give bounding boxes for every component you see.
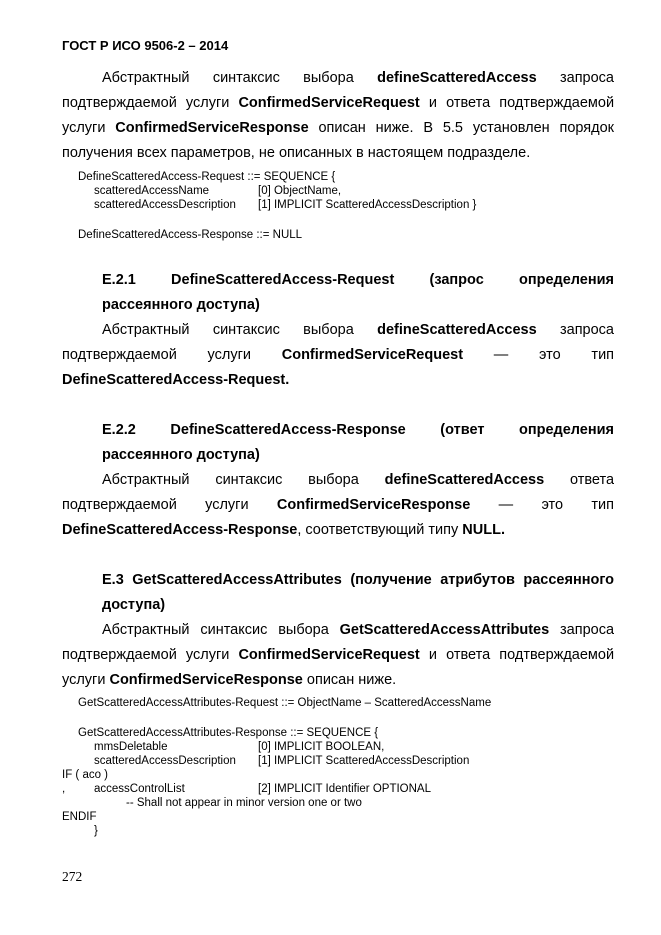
code2-field-name: mmsDeletable (94, 741, 168, 753)
code2-response: GetScatteredAccessAttributes-Response ::= SEQUENCE { (78, 727, 379, 739)
code2-if: IF ( aco ) (62, 769, 109, 781)
code2-endif: ENDIF (62, 811, 97, 823)
code2-comma: , (62, 783, 66, 795)
code1-field-type: [1] IMPLICIT ScatteredAccessDescription } (258, 199, 477, 211)
section-heading-e22-cont: рассеянного доступа) (102, 447, 260, 463)
code2-field-type: [2] IMPLICIT Identifier OPTIONAL (258, 783, 431, 795)
e21-para-line3: DefineScatteredAccess-Request. (62, 372, 290, 388)
code2-field-name: scatteredAccessDescription (94, 755, 236, 767)
code1-field-type: [0] ObjectName, (258, 185, 342, 197)
e3-para-line3: услуги ConfirmedServiceResponse описан ниже. (62, 672, 397, 688)
para1-line4: получения всех параметров, не описанных в настоящем подразделе. (62, 145, 531, 161)
code2-request: GetScatteredAccessAttributes-Request ::= ObjectName – ScatteredAccessName (78, 697, 492, 709)
code2-field-type: [0] IMPLICIT BOOLEAN, (258, 741, 385, 753)
section-heading-e21: E.2.1 DefineScatteredAccess-Request (запрос определения (102, 272, 614, 288)
code2-field-name: accessControlList (94, 783, 185, 795)
section-heading-e21-cont: рассеянного доступа) (102, 297, 260, 313)
para1-line1: Абстрактный синтаксис выбора defineScatteredAccess запроса (102, 70, 614, 86)
code2-field-type: [1] IMPLICIT ScatteredAccessDescription (258, 755, 470, 767)
code1-line1: DefineScatteredAccess-Request ::= SEQUENCE { (78, 171, 336, 183)
code2-comment: -- Shall not appear in minor version one or two (126, 797, 362, 809)
section-heading-e3: E.3 GetScatteredAccessAttributes (получение атрибутов рассеянного (102, 572, 614, 588)
e21-para-line2: подтверждаемой услуги ConfirmedServiceRequest — это тип (62, 347, 614, 363)
code1-field-name: scatteredAccessName (94, 185, 210, 197)
e22-para-line2: подтверждаемой услуги ConfirmedServiceResponse — это тип (62, 497, 614, 513)
e21-para-line1: Абстрактный синтаксис выбора defineScatteredAccess запроса (102, 322, 614, 338)
code1-field-name: scatteredAccessDescription (94, 199, 236, 211)
code1-response: DefineScatteredAccess-Response ::= NULL (78, 229, 303, 241)
para1-line2: подтверждаемой услуги ConfirmedServiceRequest и ответа подтверждаемой (62, 95, 614, 111)
section-heading-e3-cont: доступа) (102, 597, 166, 613)
code2-close-brace: } (94, 825, 98, 837)
e3-para-line2: подтверждаемой услуги ConfirmedServiceRequest и ответа подтверждаемой (62, 647, 614, 663)
e22-para-line1: Абстрактный синтаксис выбора defineScatteredAccess ответа (102, 472, 614, 488)
para1-line3: услуги ConfirmedServiceResponse описан ниже. В 5.5 установлен порядок (62, 120, 614, 136)
page-number: 272 (62, 869, 83, 884)
e3-para-line1: Абстрактный синтаксис выбора GetScatteredAccessAttributes запроса (102, 622, 614, 638)
e22-para-line3: DefineScatteredAccess-Response, соответствующий типу NULL. (62, 522, 505, 538)
document-header: ГОСТ Р ИСО 9506-2 – 2014 (62, 38, 229, 53)
section-heading-e22: E.2.2 DefineScatteredAccess-Response (ответ определения (102, 422, 614, 438)
